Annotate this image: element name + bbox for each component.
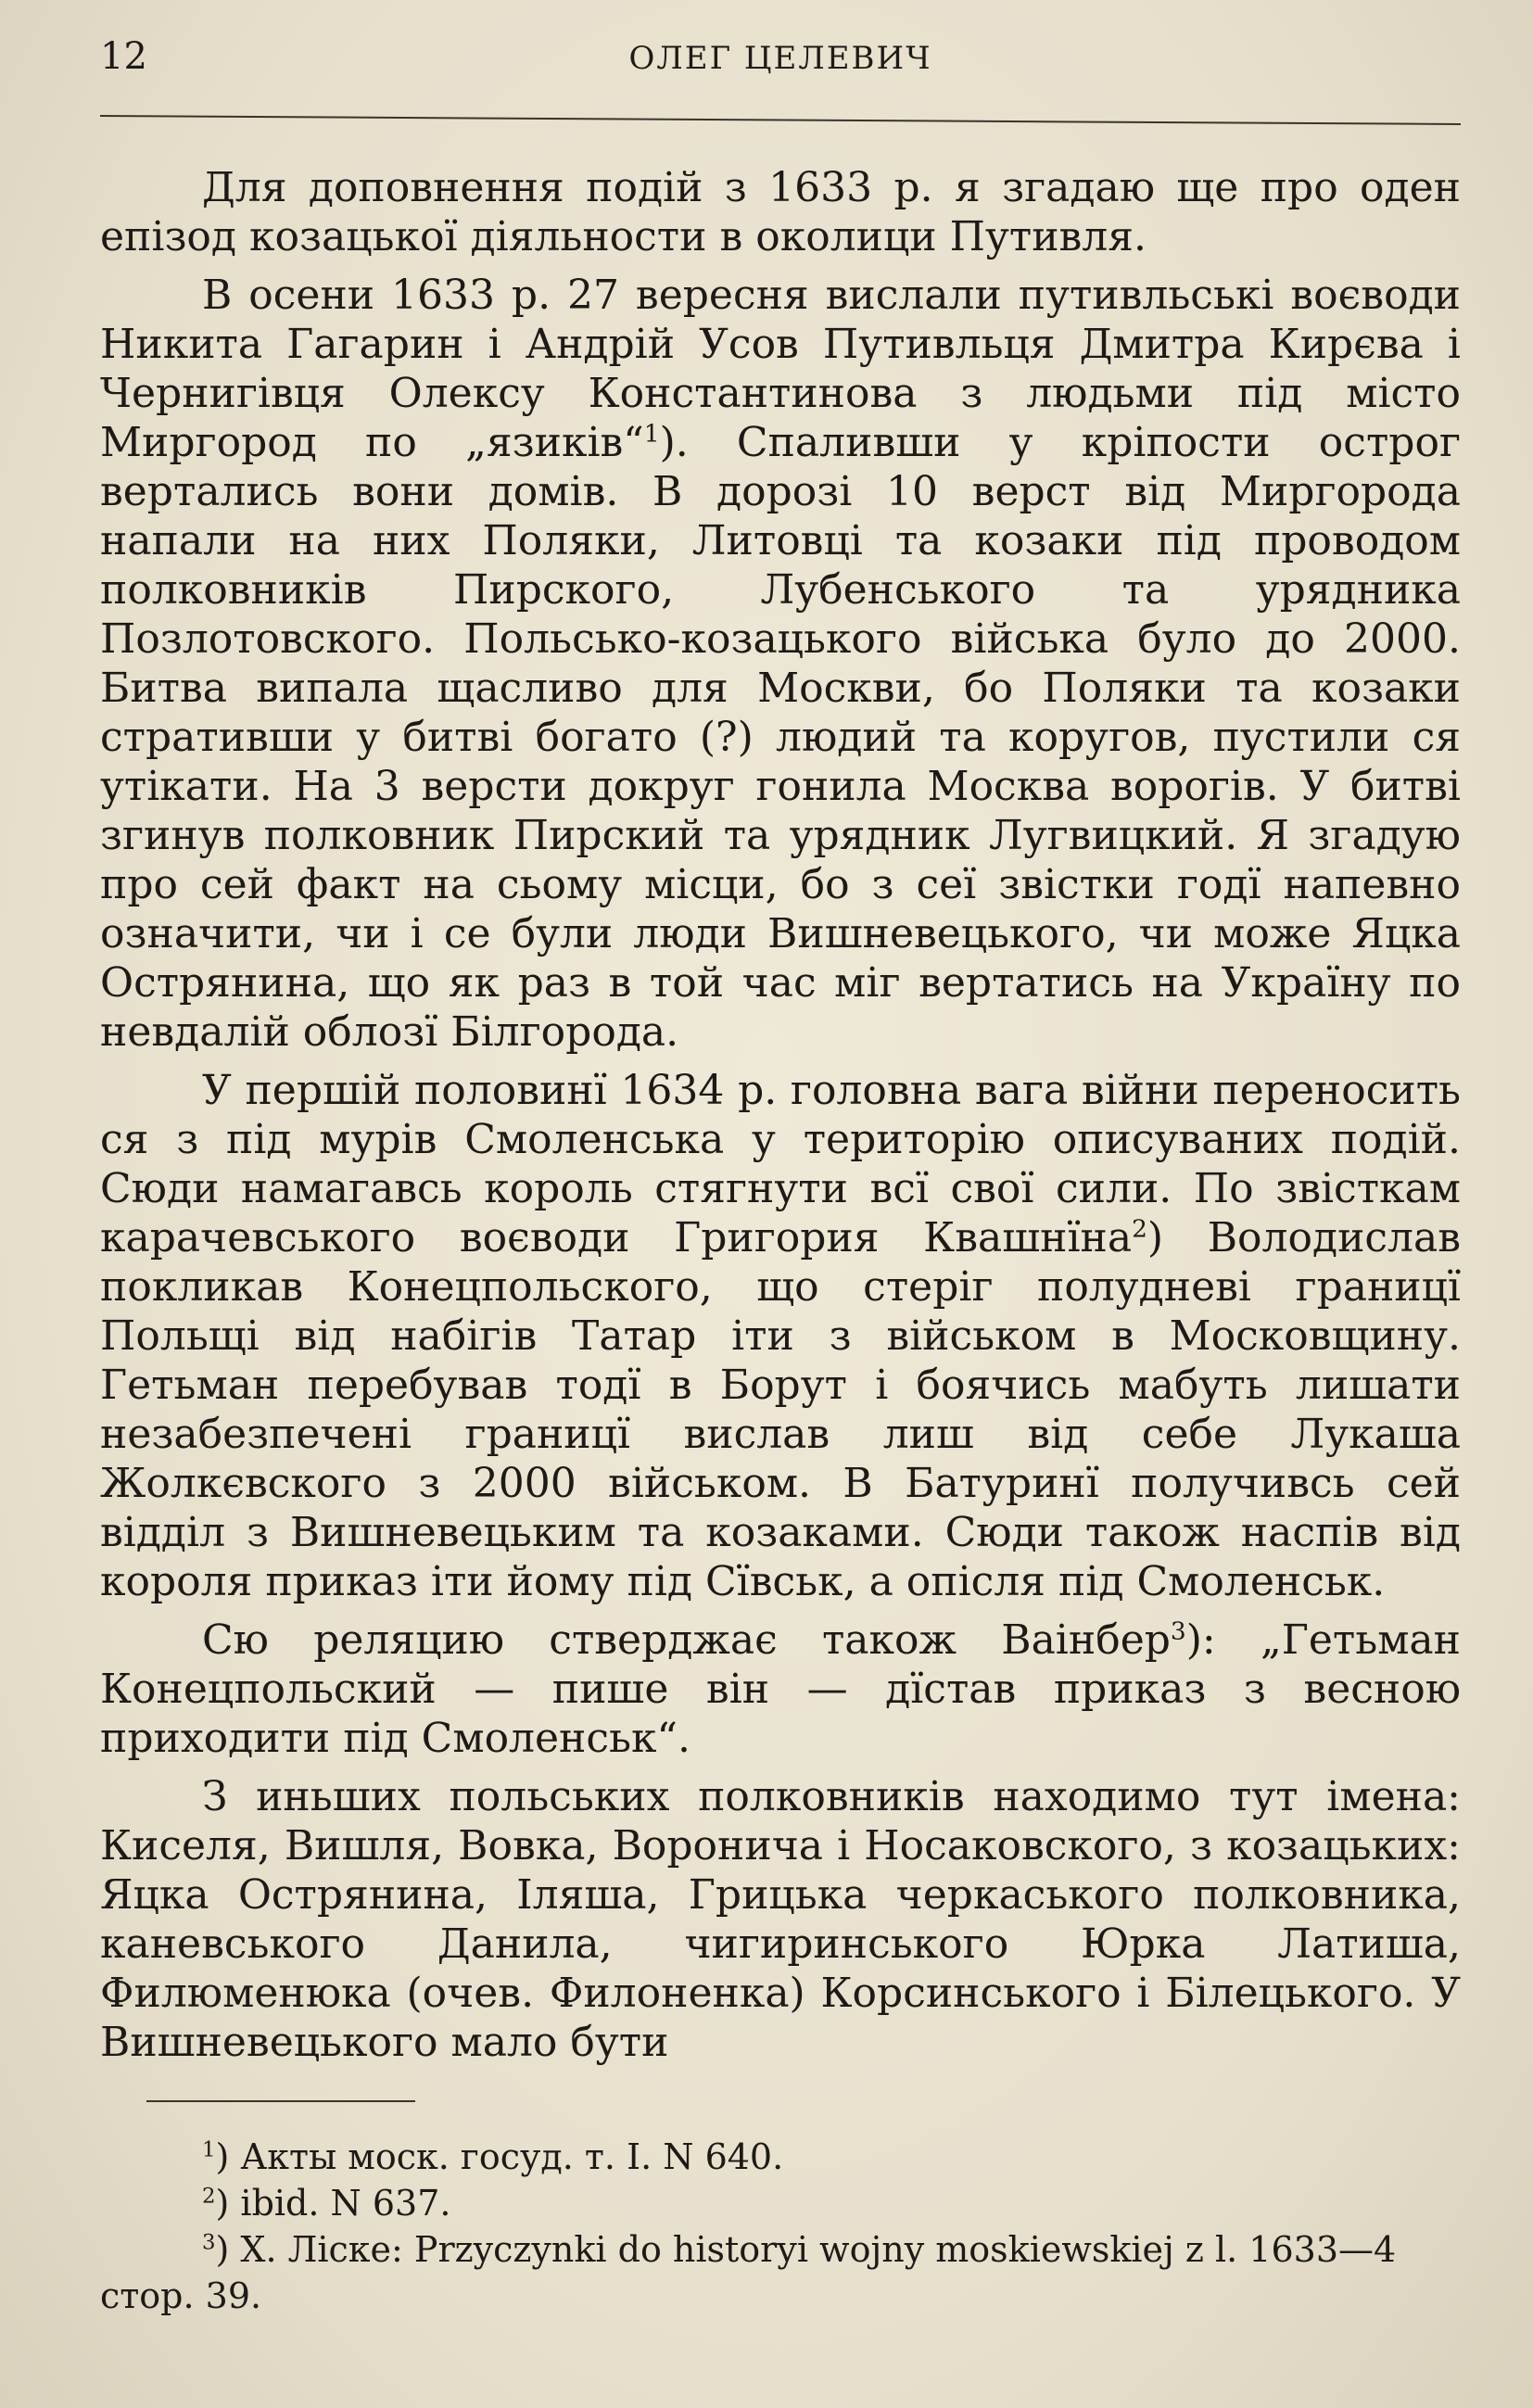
paragraph-text: Для доповнення подій з 1633 р. я згадаю ще про оден епізод козацької діяльности в околици Путивля. [100, 164, 1461, 260]
footnote-marker: 3 [202, 2230, 216, 2255]
paragraph [100, 1616, 1461, 1763]
footnote [100, 2134, 1461, 2180]
paragraph [100, 271, 1461, 1057]
footnote-reference: 3 [1170, 1616, 1186, 1646]
paragraph-text: ) Володислав покликав Конецпольского, що стеріг полудневі границї Польщі від набігів Татар іти з військом в Московщину. Гетьман перебував тодї в Борут і боячись мабуть лишати незабезпечені границї вислав лиш від себе Лукаша Жолкєвского з 2000 військом. В Батуринї получивсь сей відділ з Вишневецьким та козаками. Сюди також наспів від короля приказ іти йому під Сївськ, а опісля під Смоленськ. [100, 1214, 1462, 1605]
footnote-reference: 1 [643, 419, 660, 449]
footnote-text: ) Х. Ліске: Przyczynki do historyi wojny moskiewskiej z l. 1633—4 стор. 39. [100, 2229, 1397, 2316]
footnote-text: ) ibid. N 637. [215, 2183, 451, 2224]
paragraph-text: З иньших польських полковників находимо тут імена: Киселя, Вишля, Вовка, Воронича і Носаковского, з козацьких: Яцка Острянина, Іляша, Грицька черкаського полковника, каневського Данила, чигиринського Юрка Латиша, Филюменюка (очев. Филоненка) Корсинського і Білецького. У Вишневецького мало бути [100, 1773, 1461, 2066]
footnote-marker: 1 [202, 2137, 216, 2162]
paragraph [100, 1772, 1461, 2067]
page-header [100, 35, 1461, 104]
header-rule [100, 115, 1461, 125]
paragraph-text: ): „Гетьман Конецпольский — пише він — дїстав приказ з весною приходити під Смоленськ“. [100, 1616, 1461, 1762]
paragraph [100, 163, 1461, 261]
paragraph-text: Сю реляцию стверджає також Ваінбер [202, 1616, 1171, 1664]
body-text [100, 163, 1461, 2067]
footnotes [100, 2134, 1461, 2319]
footnote-text: ) Акты моск. госуд. т. I. N 640. [215, 2136, 784, 2177]
footnote [100, 2180, 1461, 2226]
footnote-rule [146, 2100, 415, 2102]
running-title: ОЛЕГ ЦЕЛЕВИЧ [628, 40, 932, 77]
page-number: 12 [100, 35, 147, 78]
paragraph [100, 1066, 1461, 1606]
paragraph-text: ). Спаливши у кріпости острог вертались вони домів. В дорозі 10 верст від Миргорода напали на них Поляки, Литовці та козаки під проводом полковників Пирского, Лубенського та урядника Позлотовского. Польсько-козацького війська було до 2000. Битва випала щасливо для Москви, бо Поляки та козаки стративши у битві богато (?) людий та коругов, пустили ся утікати. На 3 версти докруг гонила Москва ворогів. У битві згинув полковник Пирский та урядник Лугвицкий. Я згадую про сей факт на сьому місци, бо з сеї звістки годї напевно означити, чи і се були люди Вишневецького, чи може Яцка Острянина, що як раз в той час міг вертатись на Україну по невдалій облозї Білгорода. [100, 419, 1461, 1056]
footnote [100, 2226, 1461, 2319]
footnote-marker: 2 [202, 2184, 216, 2209]
footnote-reference: 2 [1132, 1214, 1147, 1244]
paragraph-text: У першій половинї 1634 р. головна вага війни переносить ся з під мурів Смоленська у територію описуваних подій. Сюди намагавсь король стягнути всї свої сили. По звісткам карачевського воєводи Григория Квашнїна [100, 1067, 1461, 1261]
paragraph-text: В осени 1633 р. 27 вересня вислали путивльські воєводи Никита Гагарин і Андрій Усов Путивльця Дмитра Кирєва і Чернигівця Олексу Константинова з людьми під місто Миргород по „язиків“ [100, 272, 1461, 466]
